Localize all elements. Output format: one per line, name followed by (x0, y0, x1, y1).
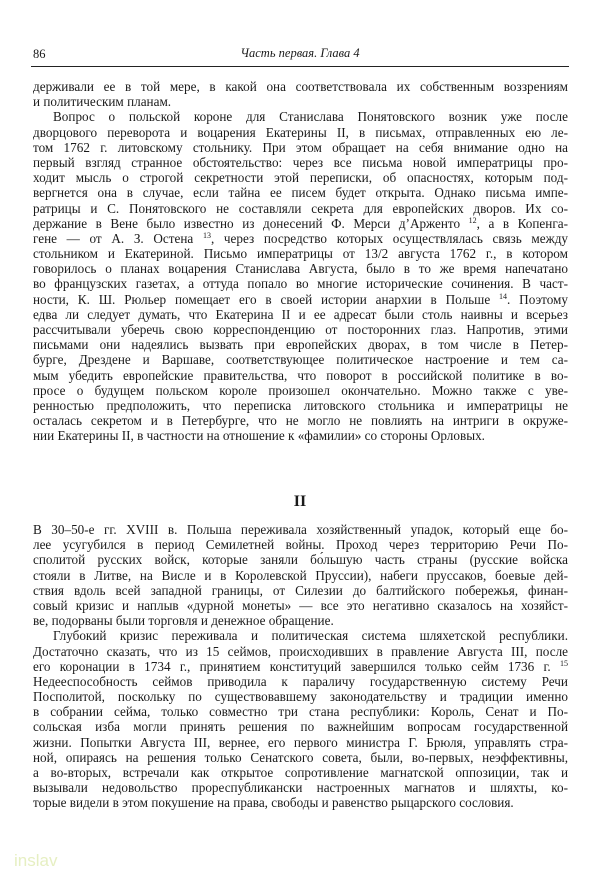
text-line: осталась секретом и в Петербурге, что не могло не повлиять на интриги в окруже- (33, 413, 568, 429)
text-line: торые видели в этом покушение на права, свободы и равенство рыцарского сословия. (33, 795, 514, 811)
footnote-ref: 13 (202, 230, 211, 240)
text-block-1 (33, 79, 568, 444)
text-line: ве, подорваны были торговля и денежное обращение. (33, 613, 334, 629)
text-line: и политическим планам. (33, 94, 172, 110)
text-line: в собрании сейма, только совместно три стана республики: Король, Сенат и По- (33, 704, 568, 720)
text-line: Вопрос о польской короне для Станислава Понятовского возник уже после (53, 109, 568, 125)
text-line: стояли в Литве, на Висле и в Королевской Пруссии), набеги пруссаков, боевые дей- (33, 567, 568, 583)
header-rule (31, 66, 569, 67)
text-line: жизни. Попытки Августа III, вернее, его первого министра Г. Брюля, управлять стра- (33, 734, 568, 750)
footnote-ref: 12 (468, 215, 477, 225)
text-line: Достаточно сказать, что из 15 сеймов, происходивших в правление Августа III, после (33, 643, 568, 659)
text-line: вызывали недовольство прореспубликански настроенных магнатов и шляхты, ко- (33, 780, 568, 796)
text-line: ренностью предположить, что переписка литовского стольника и императрицы не (33, 397, 568, 413)
text-line: дворцового переворота и воцарения Екатерины II, в письмах, отправленных ею ле- (33, 124, 568, 140)
text-line: ратрицы и С. Понятовского не составляли секрета для европейских дворов. Их со- (33, 200, 568, 216)
text-line: сольская изба могли принять решения по важнейшим вопросам государственной (33, 719, 568, 735)
footnote-ref: 14 (499, 291, 508, 301)
text-line: бурге, Дрездене и Варшаве, соответствующее политическое настроение и тем са- (33, 352, 568, 368)
text-line: мым убедить европейские правительства, что поворот в российской политике в во- (33, 367, 568, 383)
text-line: сполитой русских войск, которые заняли бо́льшую часть страны (русские войска (33, 552, 568, 568)
text-line: а во-вторых, встречали как открытое сопротивление магнатской оппозиции, так и (33, 765, 568, 780)
text-line: совый кризис и наплыв «дурной монеты» — все это негативно сказалось на хозяйст- (33, 597, 568, 613)
text-line: Посполитой, поскольку по существовавшему законодательству и традиции именно (33, 689, 568, 705)
text-line: держивали ее в той мере, в какой она соответствовала их собственным воззрениям (33, 79, 568, 94)
text-line: нии Екатерины II, в частности на отношение к «фамилии» со стороны Орловых. (33, 428, 485, 444)
text-line: письмами они надеялись вызвать при европейских дворах, в том числе в Петер- (33, 337, 568, 353)
text-line: том 1762 г. литовскому стольнику. При этом обращает на себя внимание одно на (33, 139, 568, 155)
text-line: ствия вдоль всей западной границы, от Силезии до балтийского побережья, финан- (33, 582, 568, 598)
text-line: первый взгляд странное обстоятельство: через все письма новой императрицы про- (33, 154, 568, 170)
text-line: В 30–50-е гг. XVIII в. Польша переживала хозяйственный упадок, который еще бо- (33, 522, 568, 537)
running-title: Часть первая. Глава 4 (240, 46, 360, 60)
text-line: лее усугубился в период Семилетней войны. Проход через территорию Речи По- (33, 537, 568, 553)
text-line: Недееспособность сеймов приводила к параличу государственную систему Речи (33, 673, 568, 689)
section-heading: II (293, 493, 307, 510)
text-line: просе о будущем польском короле произошел окончательно. Можно также с уве- (33, 382, 568, 398)
text-line: Глубокий кризис переживала и политическая система шляхетской республики. (53, 628, 568, 644)
text-line: гене — от А. З. Остена $^{13}$, через посредство которых осуществлялась связь между (33, 230, 568, 246)
text-block-2 (33, 522, 568, 811)
text-line: ходит мысль о строгой секретности этой переписки, об опасностях, которым под- (33, 170, 568, 186)
text-line: во французских газетах, а оттуда попало во многие исторические сочинения. В част- (33, 276, 568, 292)
text-line: говорилось о планах воцарения Станислава Августа, было в то же время напечатано (33, 261, 568, 277)
text-line: едва ли следует думать, что Екатерина II и ее адресат были столь наивны и всерьез (33, 306, 568, 322)
text-line: вергнется она в случае, если тайна ее писем будет открыта. Однако письма импе- (33, 185, 568, 201)
watermark: inslav (14, 851, 58, 870)
page-number: 86 (33, 47, 46, 61)
text-line: рассчитывали уберечь свою корреспонденцию от посторонних глаз. Напротив, этими (33, 322, 568, 337)
text-line: ной, опираясь на решения только Сенатского совета, были, во-первых, неэффективны, (33, 749, 568, 765)
text-line: стольником и Екатериной. Письмо императрицы от 13/2 августа 1762 г., в котором (33, 246, 568, 262)
footnote-ref: 15 (560, 658, 568, 668)
text-line: держание в Вене было известно из донесений Ф. Мерси д’Арженто $^{12}$, а в Копенга- (33, 215, 568, 231)
text-line: ности, К. Ш. Рюльер помещает его в своей истории анархии в Польше $^{14}$. Поэтому (33, 291, 568, 307)
text-line: его коронации в 1734 г., принятием конституций завершился только сейм 1736 г. $^{15}$ (33, 658, 568, 674)
